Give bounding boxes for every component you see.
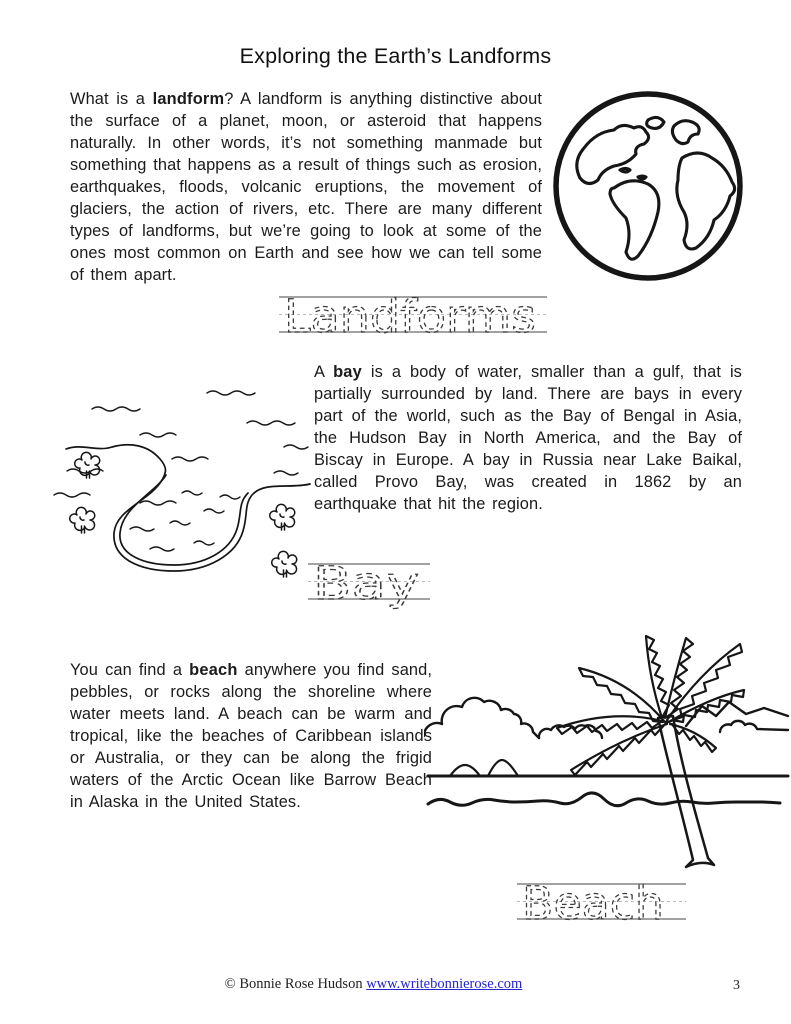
beach-illustration: [424, 618, 791, 876]
horizon-hills: [450, 760, 518, 776]
landform-paragraph-intro: What is a: [70, 90, 153, 108]
website-link[interactable]: www.writebonnierose.com: [366, 976, 523, 992]
landform-term: landform: [152, 90, 225, 108]
bay-tracing-block: [304, 559, 434, 617]
beach-paragraph-body: anywhere you find sand, pebbles, or rocks along the shoreline where water meets land. A beach can be warm and tropical, like the beaches of Caribbean islands or Australia, or they can be along the frigid waters of the Arctic Ocean like Barrow Beach in Alaska in the United States.: [70, 661, 433, 811]
bay-paragraph: [314, 361, 742, 515]
bay-coastline: [66, 445, 310, 571]
beach-paragraph: [70, 659, 432, 813]
palm-tree: [557, 636, 744, 867]
landforms-tracing-block: [276, 292, 550, 344]
beach-paragraph-intro: You can find a: [70, 661, 190, 679]
beach-tracing-block: [512, 879, 690, 931]
bay-paragraph-intro: A: [314, 363, 334, 381]
shoreline-wave: [428, 793, 780, 806]
globe-continents: [577, 117, 735, 259]
trace-word-beach: Beach: [522, 879, 664, 930]
landform-paragraph-body: ? A landform is anything distinctive about the surface of a planet, moon, or asteroid that happens naturally. In other words, it’s not something manmade but something that happens as a result of things such as erosion, earthquakes, floods, volcanic eruptions, the movement of glaciers, the action of rivers, etc. There are many different types of landforms, but we’re going to look at some of the ones most common on Earth and see how we can tell some of them apart.: [70, 90, 542, 284]
palm-fronds: [557, 636, 744, 775]
bay-paragraph-body: is a body of water, smaller than a gulf, that is partially surrounded by land. There are bays in every part of the world, such as the Bay of Bengal in Asia, the Hudson Bay in North America, and the Bay of Biscay in Europe. A bay in Russia near Lake Baikal, called Provo Bay, was created in 1862 by an earthquake that hit the region.: [314, 363, 742, 513]
earth-globe-illustration: [548, 86, 748, 286]
shore-trees: [70, 452, 297, 577]
trace-word-bay: Bay: [313, 559, 419, 610]
beach-term: beach: [189, 661, 238, 679]
bay-term: bay: [333, 363, 362, 381]
trace-word-landforms: Landforms: [284, 292, 536, 343]
page-number: 3: [733, 978, 740, 993]
water-squiggles: [54, 391, 308, 551]
copyright-text: © Bonnie Rose Hudson: [224, 976, 367, 992]
landform-paragraph: [70, 88, 542, 286]
page-title: Exploring the Earth’s Landforms: [239, 44, 552, 68]
footer: [0, 976, 769, 993]
bay-illustration: [52, 383, 314, 601]
